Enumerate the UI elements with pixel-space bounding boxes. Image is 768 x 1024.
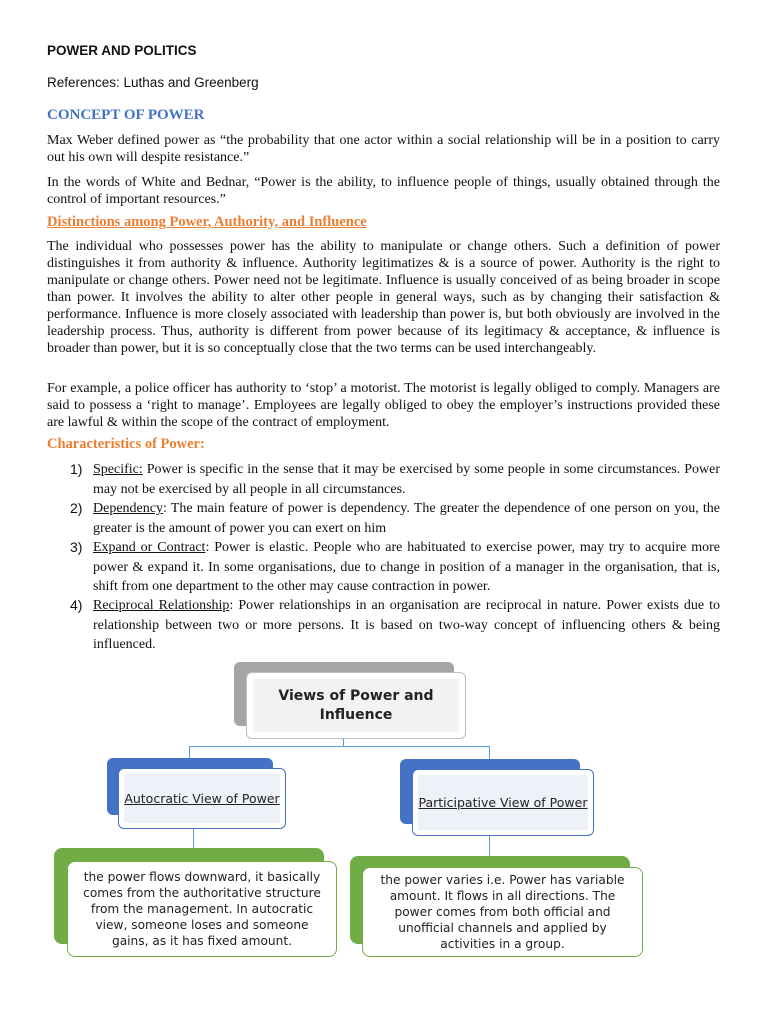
paragraph-distinctions: The individual who possesses power has the ability to manipulate or change others. Such a definition of power distinguishes it from authority & influence. Authority legitimatizes & is a source of power. Authority is the right to manipulate or change others. Power need not be legitimate. Influence is usually conceived of as being broader in scope than power. It involves the ability to alter other people in general ways, such as by changing their satisfaction & performance. Influence is more closely associated with leadership than power is, but both obviously are involved in the leadership process. Thus, authority is different from power because of its legitimacy & acceptance, & influence is broader than power, but it is so conceptually close that the two terms can be used interchangeably. (47, 239, 720, 356)
list-item (93, 538, 720, 597)
list-item-text: : Power relationships in an organisation are reciprocal in nature. Power exists due to relationship between two or more persons. It is based on two-way concept of influencing others & being influenced. (93, 598, 720, 652)
list-item-text: Power is specific in the sense that it may be exercised by some people in some circumstances. Power may not be exercised by all people in all circumstances. (93, 462, 720, 497)
list-item-term: Dependency (93, 501, 163, 516)
autocratic-view-label: Autocratic View of Power (124, 774, 280, 823)
autocratic-description-box (67, 861, 337, 957)
list-item-text: : The main feature of power is dependency. The greater the dependence of one person on you, the greater is the amount of power you can exert on him (93, 501, 720, 536)
participative-description: the power varies i.e. Power has variable amount. It flows in all directions. The power comes from both official and unofficial channels and applied by activities in a group. (380, 873, 625, 951)
paragraph-example: For example, a police officer has authority to ‘stop’ a motorist. The motorist is legally obliged to comply. Managers are said to possess a ‘right to manage’. Employees are legally obliged to obey the employer’s instructions provided these are lawful & within the scope of the contract of employment. (47, 381, 720, 430)
characteristics-heading: Characteristics of Power: (47, 436, 205, 452)
list-item-term: Expand or Contract (93, 540, 206, 555)
list-number: 3) (70, 539, 83, 555)
list-item (93, 596, 720, 655)
list-item-term: Specific: (93, 462, 143, 477)
connector-line (489, 836, 490, 858)
paragraph-white-bednar: In the words of White and Bednar, “Power is the ability, to influence people of things, usually obtained through the control of important resources.” (47, 175, 720, 207)
root-node-label: Views of Power and Influence (253, 679, 459, 732)
participative-view-node (412, 769, 594, 836)
participative-description-box (362, 867, 643, 957)
distinctions-heading: Distinctions among Power, Authority, and Influence (47, 214, 367, 230)
list-item-text: : Power is elastic. People who are habituated to exercise power, may try to acquire more power & expand it. In some organisations, due to change in position of a manager in the organisation, that is, shift from one department to the other may cause contraction in power. (93, 540, 720, 594)
list-item (93, 499, 720, 538)
list-number: 2) (70, 500, 83, 516)
participative-view-label: Participative View of Power (418, 775, 588, 830)
paragraph-weber: Max Weber defined power as “the probability that one actor within a social relationship will be in a position to carry out his own will despite resistance.” (47, 133, 720, 165)
connector-line (189, 746, 490, 747)
connector-line (489, 746, 490, 760)
list-number: 1) (70, 461, 83, 477)
page-title: POWER AND POLITICS (47, 43, 197, 58)
root-node (246, 672, 466, 739)
autocratic-view-node (118, 768, 286, 829)
list-number: 4) (70, 597, 83, 613)
references: References: Luthas and Greenberg (47, 75, 259, 90)
list-item (93, 460, 720, 499)
list-item-term: Reciprocal Relationship (93, 598, 230, 613)
autocratic-description: the power flows downward, it basically comes from the authoritative structure from the management. In autocratic view, someone loses and someone gains, as it has fixed amount. (83, 870, 321, 948)
connector-line (193, 829, 194, 850)
concept-heading: CONCEPT OF POWER (47, 107, 205, 123)
